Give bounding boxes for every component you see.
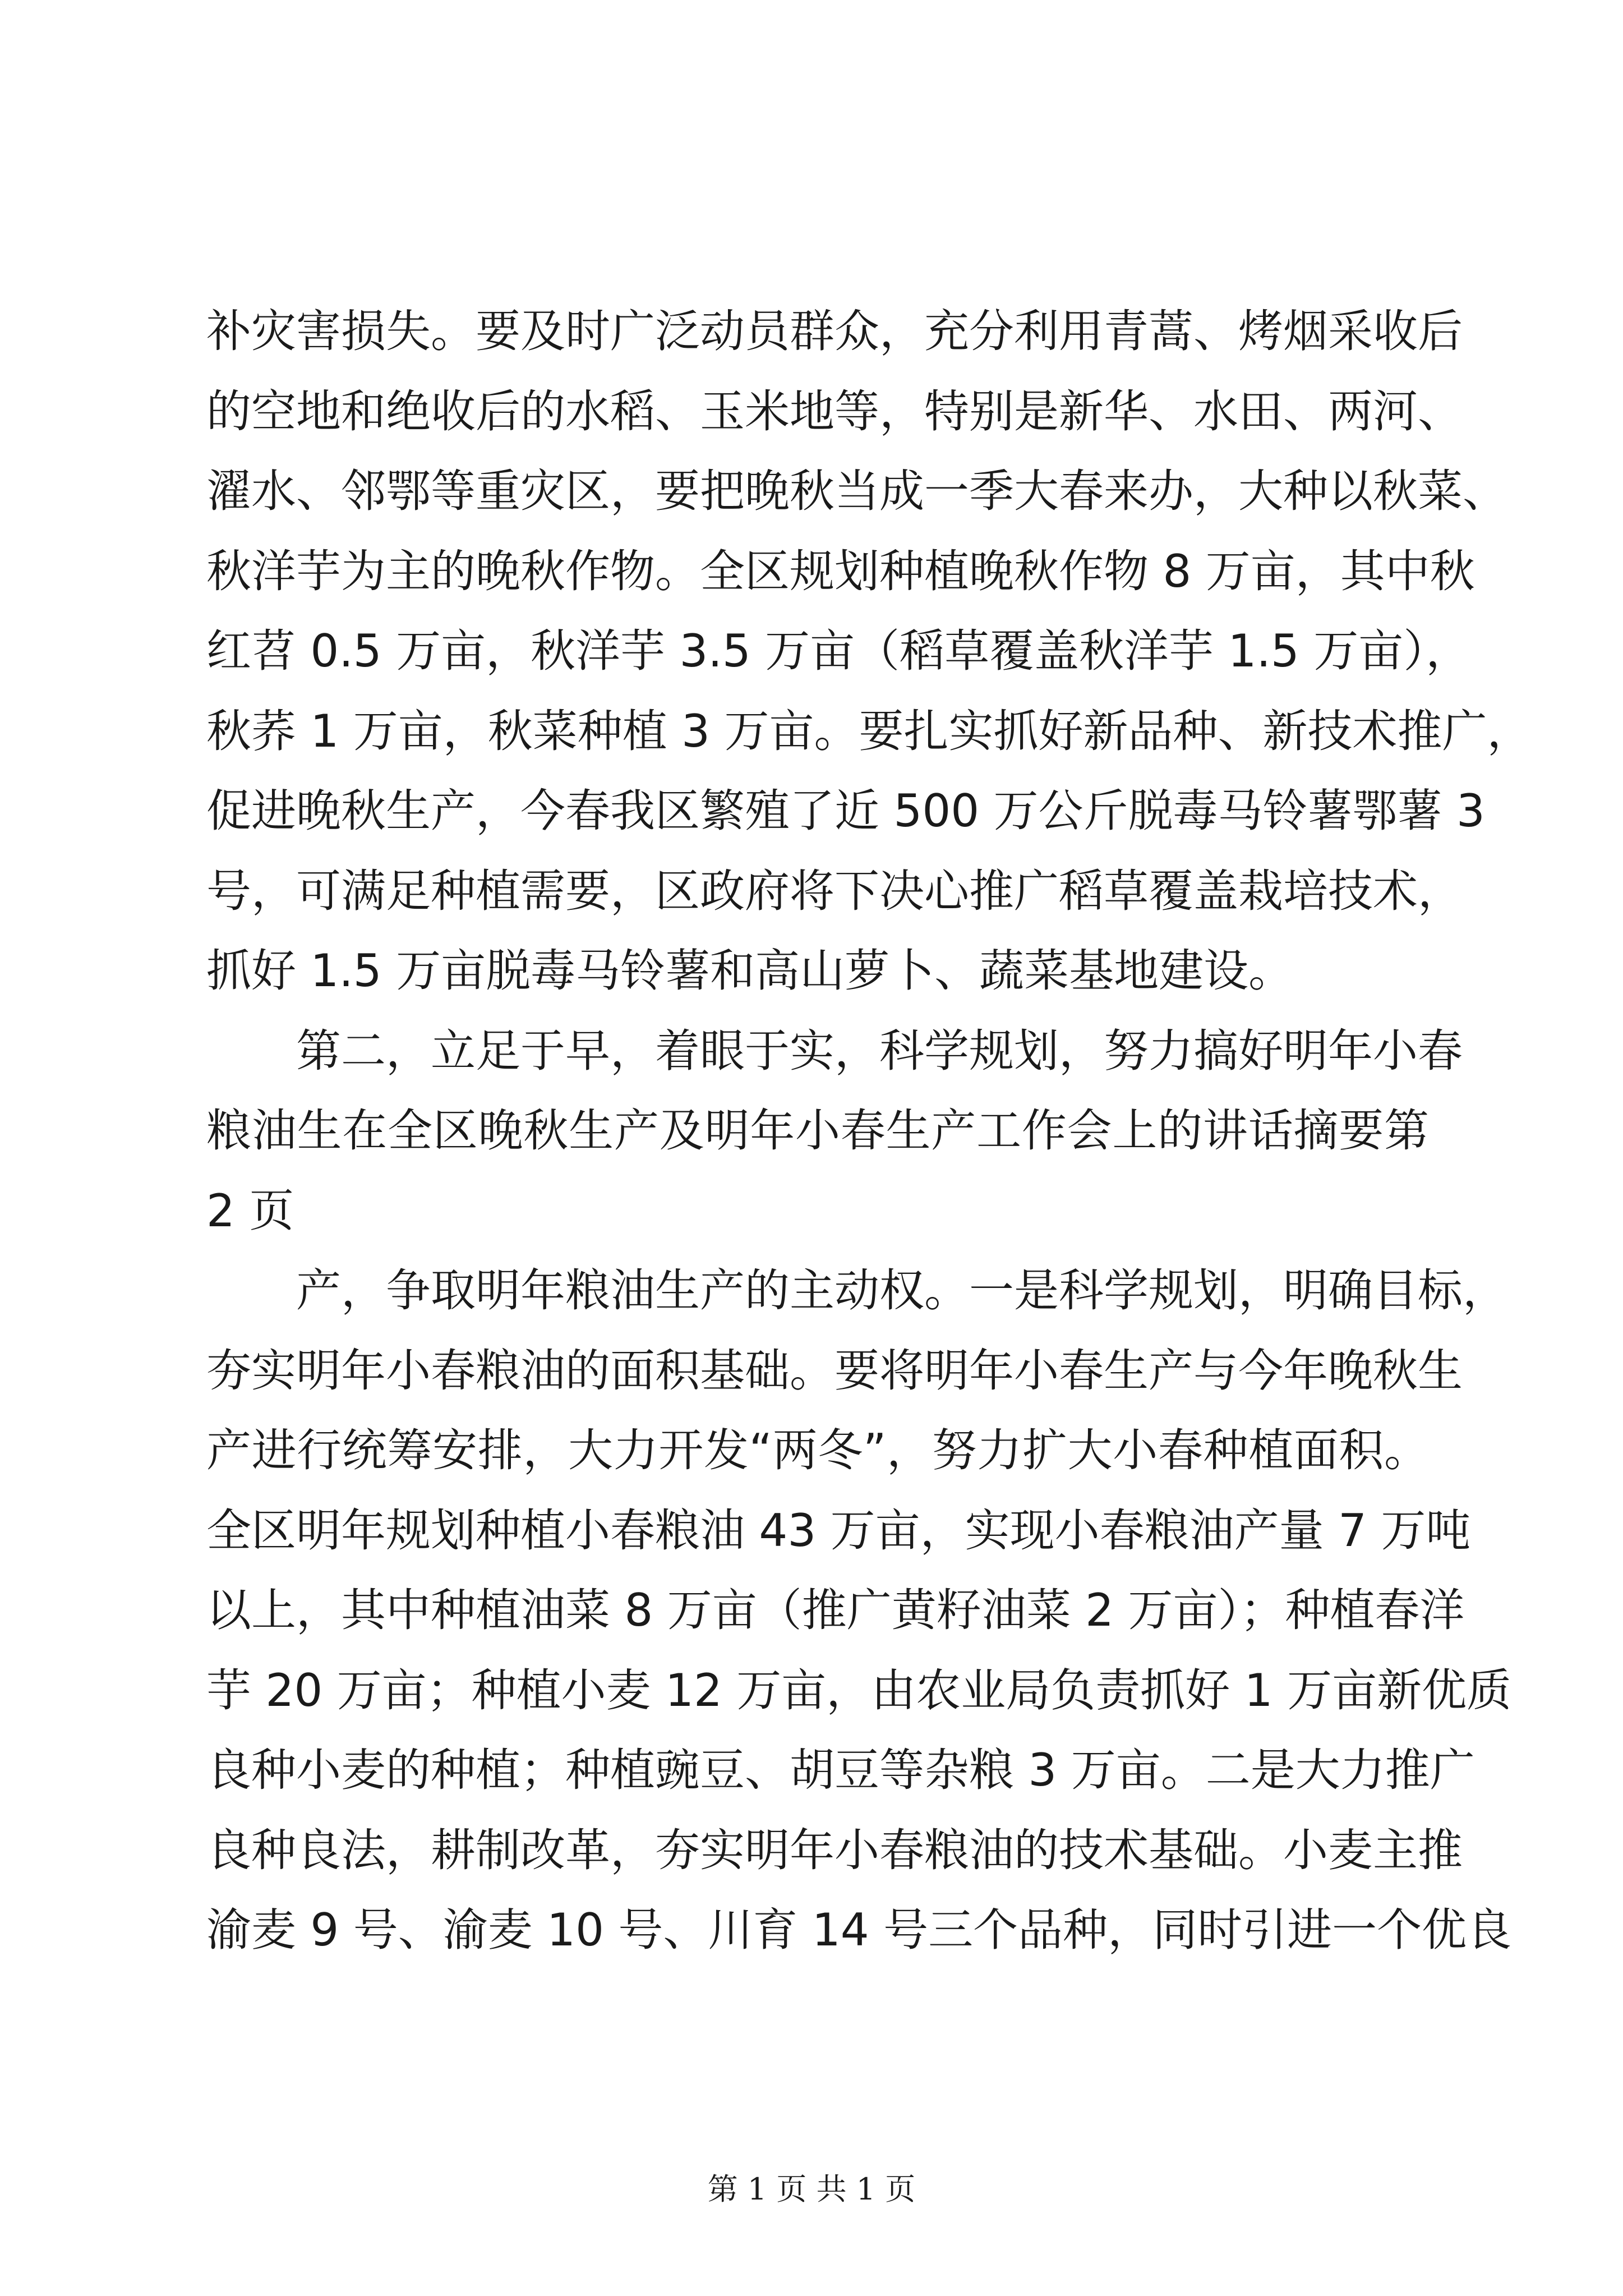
text-line: 渝麦 9 号、渝麦 10 号、川育 14 号三个品种，同时引进一个优良 (206, 1904, 1512, 1956)
text-line: 以上，其中种植油菜 8 万亩（推广黄籽油菜 2 万亩）；种植春洋 (206, 1584, 1465, 1636)
text-line: 红苕 0.5 万亩，秋洋芋 3.5 万亩（稻草覆盖秋洋芋 1.5 万亩）， (206, 625, 1471, 677)
document-body (206, 292, 1532, 1971)
text-line: 良种良法，耕制改革，夯实明年小春粮油的技术基础。小麦主推 (206, 1824, 1463, 1876)
text-line: 秋荞 1 万亩，秋菜种植 3 万亩。要扎实抓好新品种、新技术推广， (206, 705, 1532, 757)
text-line: 濯水、邻鄂等重灾区，要把晚秋当成一季大春来办，大种以秋菜、 (206, 465, 1507, 517)
page-number: 第 1 页 共 1 页 (707, 2171, 916, 2207)
text-line: 芋 20 万亩；种植小麦 12 万亩，由农业局负责抓好 1 万亩新优质 (206, 1664, 1512, 1717)
text-line: 粮油生在全区晚秋生产及明年小春生产工作会上的讲话摘要第 (206, 1105, 1429, 1157)
text-line: 产，争取明年粮油生产的主动权。一是科学规划，明确目标， (296, 1264, 1507, 1317)
text-line: 的空地和绝收后的水稻、玉米地等，特别是新华、水田、两河、 (206, 385, 1463, 438)
text-line: 产进行统筹安排，大力开发“两冬”，努力扩大小春种植面积。 (206, 1424, 1429, 1476)
text-line: 补灾害损失。要及时广泛动员群众，充分利用青蒿、烤烟采收后 (206, 305, 1463, 357)
text-line: 促进晚秋生产，今春我区繁殖了近 500 万公斤脱毒马铃薯鄂薯 3 (206, 785, 1485, 837)
page-footer (0, 2165, 1623, 2208)
text-line: 号，可满足种植需要，区政府将下决心推广稻草覆盖栽培技术， (206, 864, 1463, 917)
text-line: 夯实明年小春粮油的面积基础。要将明年小春生产与今年晚秋生 (206, 1344, 1463, 1397)
text-line: 秋洋芋为主的晚秋作物。全区规划种植晚秋作物 8 万亩，其中秋 (206, 545, 1475, 597)
text-line: 抓好 1.5 万亩脱毒马铃薯和高山萝卜、蔬菜基地建设。 (206, 945, 1294, 997)
text-line: 全区明年规划种植小春粮油 43 万亩，实现小春粮油产量 7 万吨 (206, 1504, 1471, 1557)
text-line: 2 页 (206, 1184, 294, 1237)
text-line: 良种小麦的种植；种植豌豆、胡豆等杂粮 3 万亩。二是大力推广 (206, 1744, 1475, 1796)
text-line: 第二，立足于早，着眼于实，科学规划，努力搞好明年小春 (296, 1024, 1463, 1077)
